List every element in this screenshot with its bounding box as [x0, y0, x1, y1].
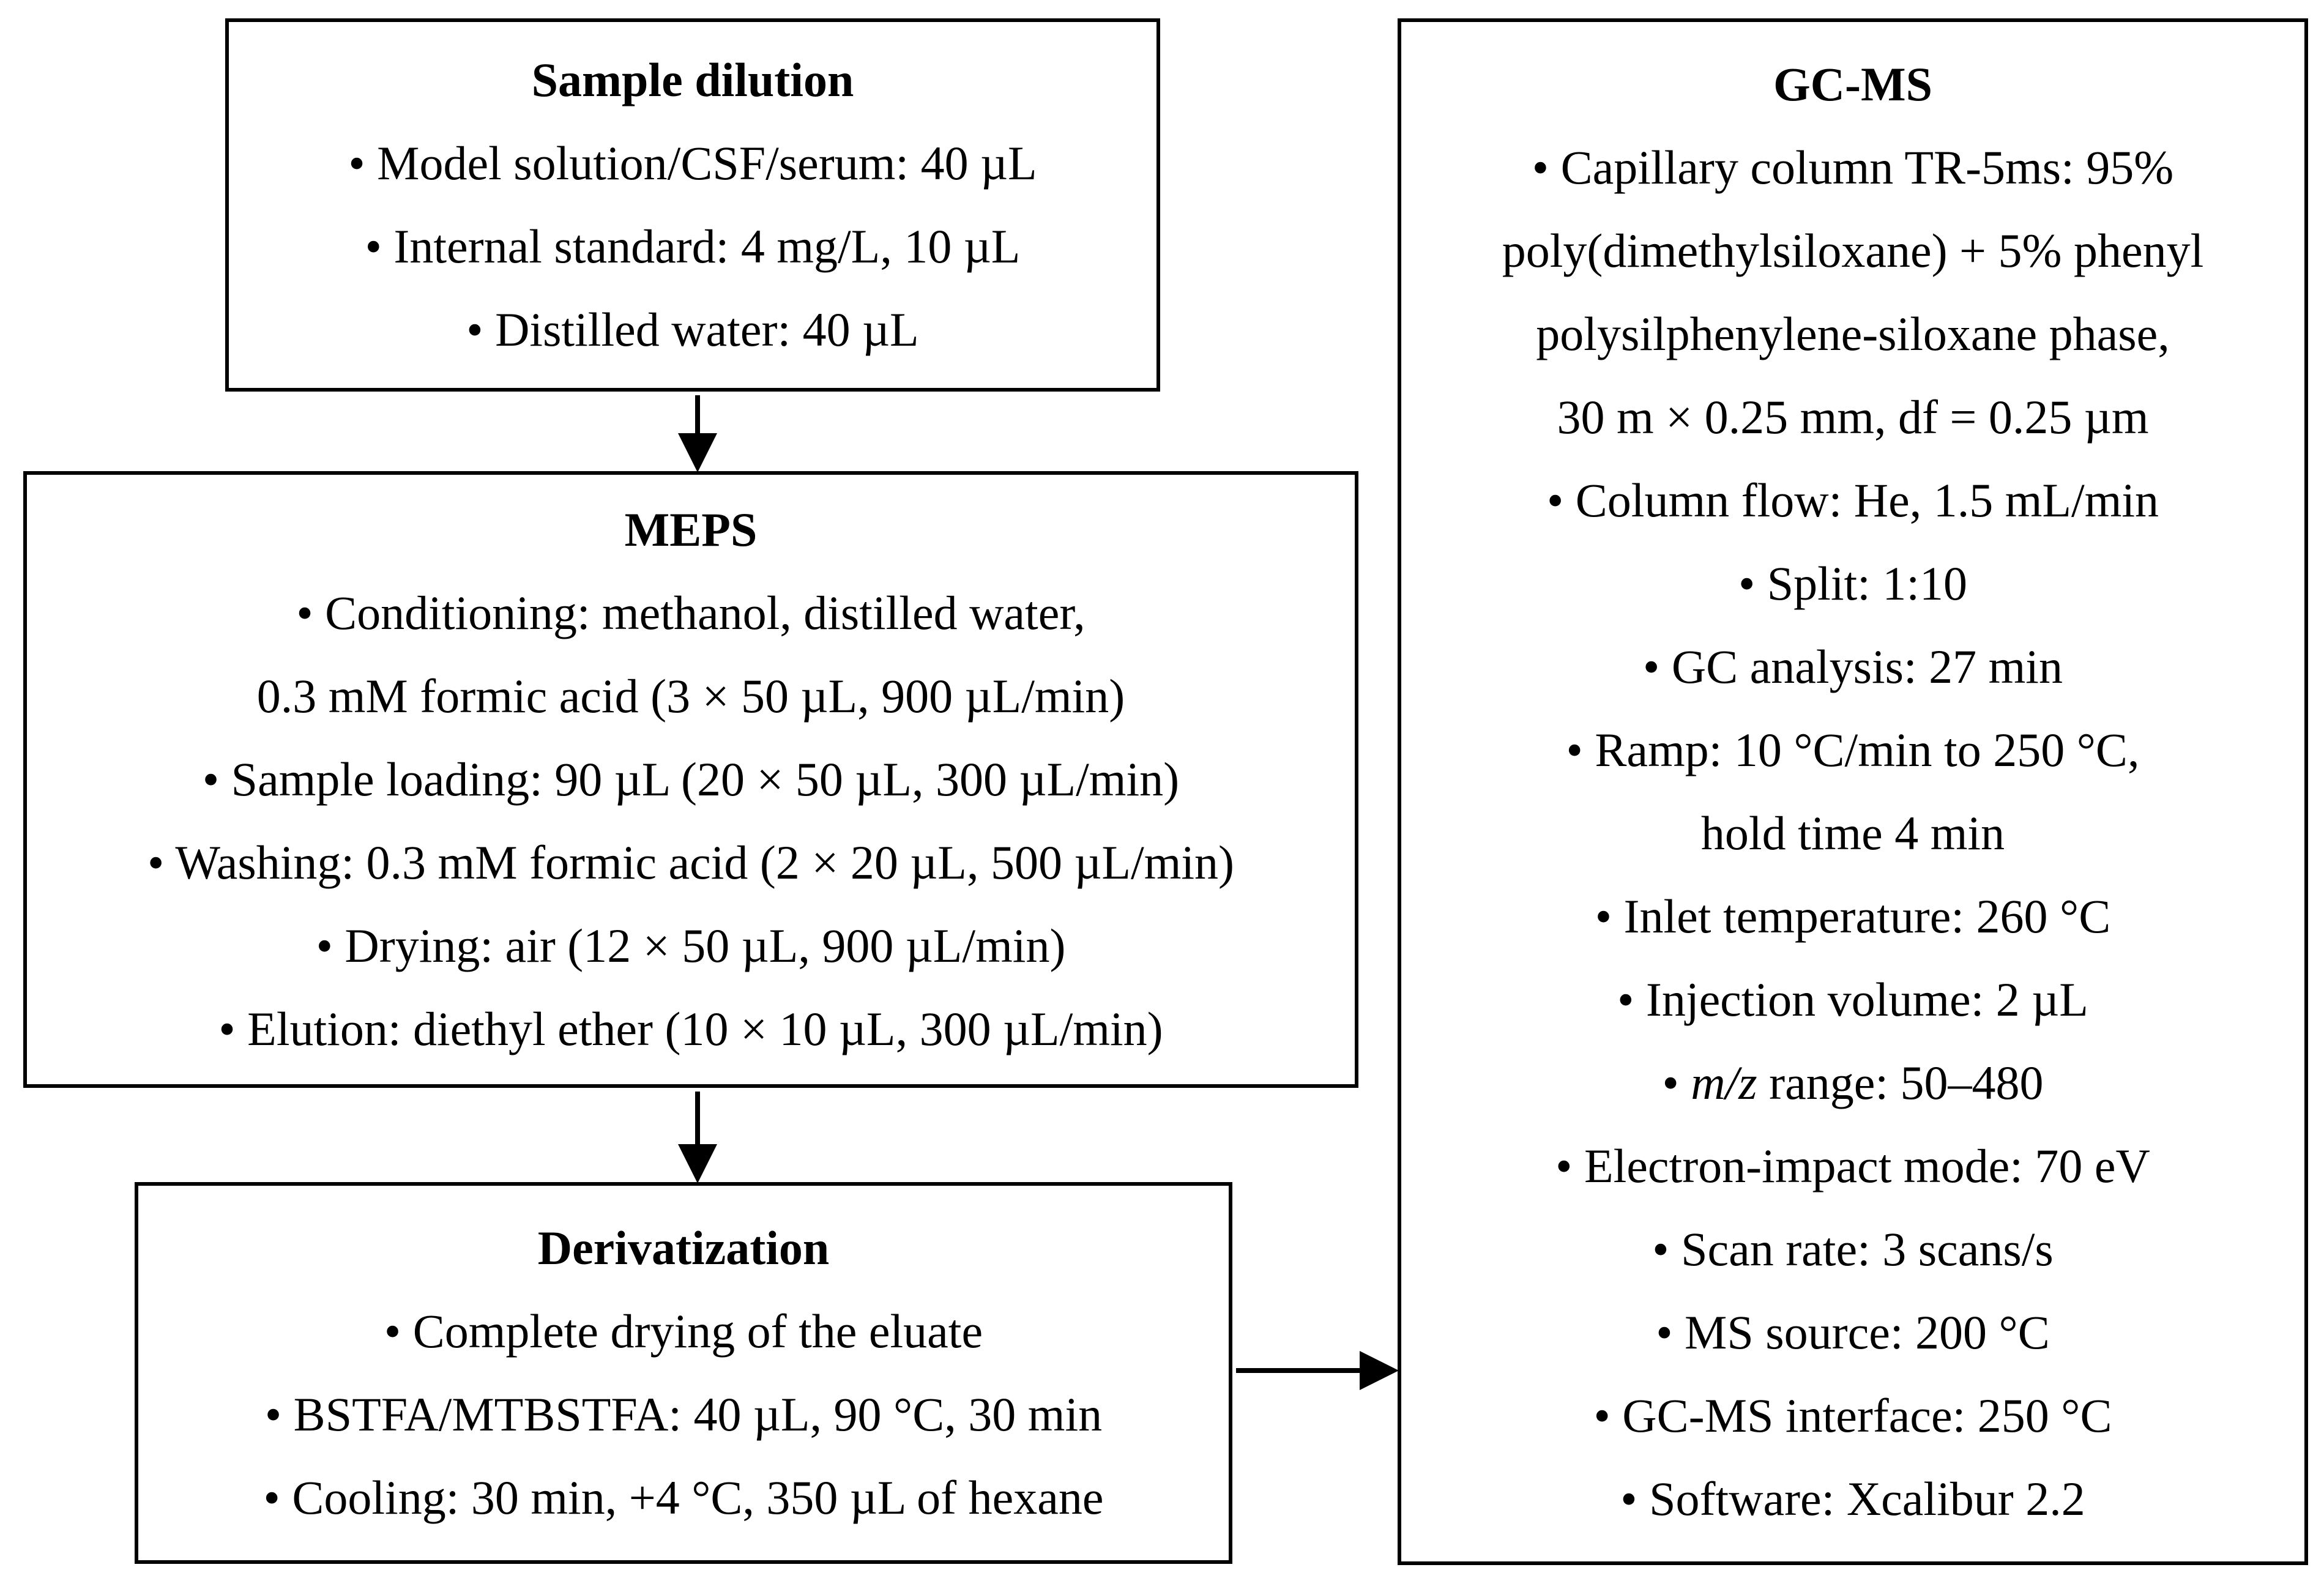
meps-line-conditioning: • Conditioning: methanol, distilled water,: [296, 586, 1086, 639]
mz-bullet: •: [1662, 1056, 1691, 1109]
meps-title: MEPS: [624, 503, 758, 556]
meps-line-sample-loading: • Sample loading: 90 µL (20 × 50 µL, 300 µL/min): [202, 753, 1180, 806]
dilution-line-internal-standard: • Internal standard: 4 mg/L, 10 µL: [365, 220, 1021, 273]
derivatization-title: Derivatization: [537, 1221, 830, 1274]
gcms-line-column-cont1: poly(dimethylsiloxane) + 5% phenyl: [1502, 224, 2204, 277]
meps-line-drying: • Drying: air (12 × 50 µL, 900 µL/min): [316, 919, 1066, 972]
meps-line-elution: • Elution: diethyl ether (10 × 10 µL, 300 µL/min): [218, 1002, 1163, 1055]
gcms-line-column: • Capillary column TR-5ms: 95%: [1532, 141, 2174, 194]
gcms-line-ms-source: • MS source: 200 °C: [1656, 1306, 2050, 1359]
gcms-title: GC-MS: [1773, 58, 1932, 111]
gcms-line-inlet-temperature: • Inlet temperature: 260 °C: [1595, 890, 2111, 943]
gcms-line-electron-impact: • Electron-impact mode: 70 eV: [1555, 1139, 2150, 1192]
dilution-line-model-solution: • Model solution/CSF/serum: 40 µL: [348, 136, 1037, 190]
gcms-line-ramp: • Ramp: 10 °C/min to 250 °C,: [1566, 723, 2140, 776]
deriv-line-cooling: • Cooling: 30 min, +4 °C, 350 µL of hexane: [263, 1471, 1104, 1524]
gcms-line-scan-rate: • Scan rate: 3 scans/s: [1652, 1222, 2054, 1276]
gcms-line-column-cont3: 30 m × 0.25 mm, df = 0.25 µm: [1557, 390, 2149, 444]
sample-dilution-title: Sample dilution: [531, 53, 854, 106]
gcms-line-column-flow: • Column flow: He, 1.5 mL/min: [1546, 474, 2159, 527]
dilution-line-distilled-water: • Distilled water: 40 µL: [466, 303, 919, 356]
gcms-line-interface: • GC-MS interface: 250 °C: [1593, 1389, 2112, 1442]
gcms-line-ramp-cont: hold time 4 min: [1700, 806, 2005, 860]
gcms-line-split: • Split: 1:10: [1738, 557, 1968, 610]
gcms-line-gc-analysis: • GC analysis: 27 min: [1643, 640, 2063, 693]
meps-line-washing: • Washing: 0.3 mM formic acid (2 × 20 µL, 500 µL/min): [147, 836, 1235, 889]
mz-rest: range: 50–480: [1757, 1056, 2044, 1109]
gcms-line-column-cont2: polysilphenylene-siloxane phase,: [1536, 307, 2170, 360]
deriv-line-bstfa: • BSTFA/MTBSTFA: 40 µL, 90 °C, 30 min: [264, 1388, 1103, 1441]
deriv-line-drying: • Complete drying of the eluate: [384, 1304, 983, 1358]
mz-italic: m/z: [1691, 1056, 1757, 1109]
gcms-line-software: • Software: Xcalibur 2.2: [1620, 1472, 2085, 1525]
gcms-line-injection-volume: • Injection volume: 2 µL: [1617, 973, 2088, 1026]
meps-line-conditioning-cont: 0.3 mM formic acid (3 × 50 µL, 900 µL/min): [256, 669, 1125, 723]
